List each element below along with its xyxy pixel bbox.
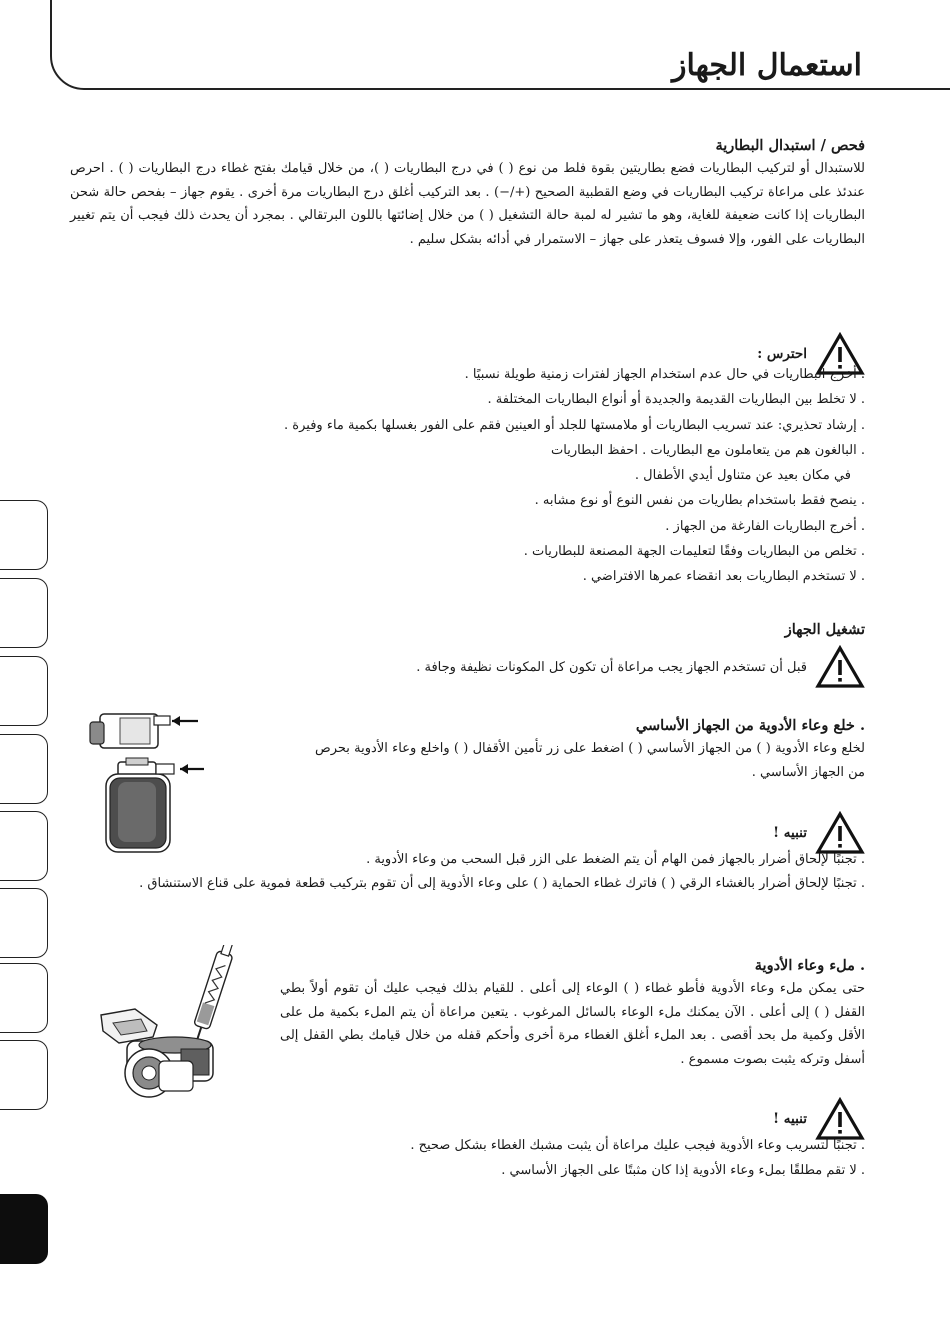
side-tab-4[interactable] [0, 734, 48, 804]
page-title: استعمال الجهاز [671, 48, 862, 83]
notice1-label: تنبيه ! [773, 825, 807, 841]
caution-item: . تخلص من البطاريات وفقًا لتعليمات الجهة المصنعة للبطاريات . [523, 544, 865, 560]
notice1-item: . تجنبًا لإلحاق أضرار بالغشاء الرقي ( ) فاترك غطاء الحماية ( ) على وعاء الأدوية إلى أن تقوم بتركيب قطعة فموية على قناع الاستنشاق . [139, 876, 865, 892]
notice2-list [70, 1133, 865, 1184]
remove-paragraph: لخلع وعاء الأدوية ( ) من الجهاز الأساسي ( ) اضغط على زر تأمين الأقفال ( ) واخلع وعاء الأدوية بحرص من الجهاز الأساسي . [315, 741, 865, 780]
battery-heading: فحص / استبدال البطارية [715, 137, 865, 154]
caution-section [70, 332, 865, 590]
caution-list [70, 362, 865, 590]
side-tab-2[interactable] [0, 578, 48, 648]
remove-section [315, 715, 865, 784]
fill-paragraph: حتى يمكن ملء وعاء الأدوية فأطو غطاء ( ) الوعاء إلى أعلى . للقيام بذلك فيجب عليك أن تقوم أولاً بطي القفل ( ) إلى أعلى . الآن يمكنك ملء الوعاء بالسائل المرغوب . يتعين مراعاة أن يتم الملء بكمية مل على الأقل وكمية مل بحد أقصى . بعد الملء أغلق الغطاء مرة أخرى وأحكم قفله من خلال قيامك بطي القفل إلى أسفل وتركه يثبت بصوت مسموع . [280, 981, 865, 1067]
operation-note: قبل أن تستخدم الجهاز يجب مراعاة أن تكون كل المكونات نظيفة وجافة . [416, 659, 807, 675]
notice2-item: . تجنبًا لتسريب وعاء الأدوية فيجب عليك مراعاة أن يثبت مشبك الغطاء بشكل صحيح . [410, 1138, 865, 1153]
caution-item: . إرشاد تحذيري: عند تسريب البطاريات أو ملامستها للجلد أو العينين فقم على الفور بغسلها بكمية ماء وفيرة . [284, 417, 865, 433]
medication-container-removal-illustration [80, 712, 220, 857]
side-tab-9-active[interactable] [0, 1194, 48, 1264]
side-tab-1[interactable] [0, 500, 48, 570]
side-tab-3[interactable] [0, 656, 48, 726]
caution-item: . لا تخلط بين البطاريات القديمة والجديدة أو أنواع البطاريات المختلفة . [487, 392, 865, 408]
operation-note-row [70, 645, 865, 689]
operation-heading: تشغيل الجهاز [784, 621, 865, 638]
notice2-label: تنبيه ! [773, 1111, 807, 1127]
remove-heading: . خلع وعاء الأدوية من الجهاز الأساسي [635, 717, 865, 734]
notice1-item: . تجنبًا لإلحاق أضرار بالجهاز فمن الهام أن يتم الضغط على الزر قبل السحب من وعاء الأدوية . [366, 852, 865, 867]
warning-triangle-icon [815, 645, 865, 689]
filling-medication-container-illustration [95, 945, 245, 1115]
caution-item: . أخرج البطاريات في حال عدم استخدام الجهاز لفترات زمنية طويلة نسبيًا . [464, 367, 865, 382]
caution-item: . ينصح فقط باستخدام بطاريات من نفس النوع أو نوع مشابه . [534, 493, 865, 509]
side-tab-6[interactable] [0, 888, 48, 958]
side-tab-7[interactable] [0, 963, 48, 1033]
caution-item-continued: في مكان بعيد عن متناول أيدي الأطفال . [634, 468, 851, 484]
side-tab-8[interactable] [0, 1040, 48, 1110]
side-tab-5[interactable] [0, 811, 48, 881]
fill-heading: . ملء وعاء الأدوية [754, 957, 865, 974]
battery-section [70, 135, 865, 251]
battery-paragraph: للاستبدال أو لتركيب البطاريات فضع بطاريتين بقوة فلط من نوع ( ) في درج البطاريات ( )، من خلال قيامك بفتح غطاء درج البطاريات ( ) . احرص عندئذ على مراعاة تركيب البطاريات في وضع القطبية الصحيح (+/−) . بعد التركيب أغلق درج البطاريات مرة أخرى . يقوم جهاز – بفحص حالة شحن البطاريات إذا كانت ضعيفة للغاية، وهو ما تشير له لمبة حالة التشغيل ( ) من خلال إضائتها باللون البرتقالي . بمجرد أن يحدث ذلك فيجب أن يتم تغيير البطاريات على الفور، وإلا فسوف يتعذر على جهاز – الاستمرار في أدائه بشكل سليم . [70, 161, 865, 247]
fill-section [280, 955, 865, 1071]
notice2-item: . لا تقم مطلقًا بملء وعاء الأدوية إذا كان مثبتًا على الجهاز الأساسي . [501, 1163, 865, 1179]
operation-section [70, 619, 865, 689]
caution-label: احترس : [757, 346, 807, 362]
caution-item: . أخرج البطاريات الفارغة من الجهاز . [665, 518, 865, 534]
caution-item: . البالغون هم من يتعاملون مع البطاريات . احفظ البطاريات [551, 442, 865, 458]
caution-item: . لا تستخدم البطاريات بعد انقضاء عمرها الافتراضي . [582, 569, 865, 585]
